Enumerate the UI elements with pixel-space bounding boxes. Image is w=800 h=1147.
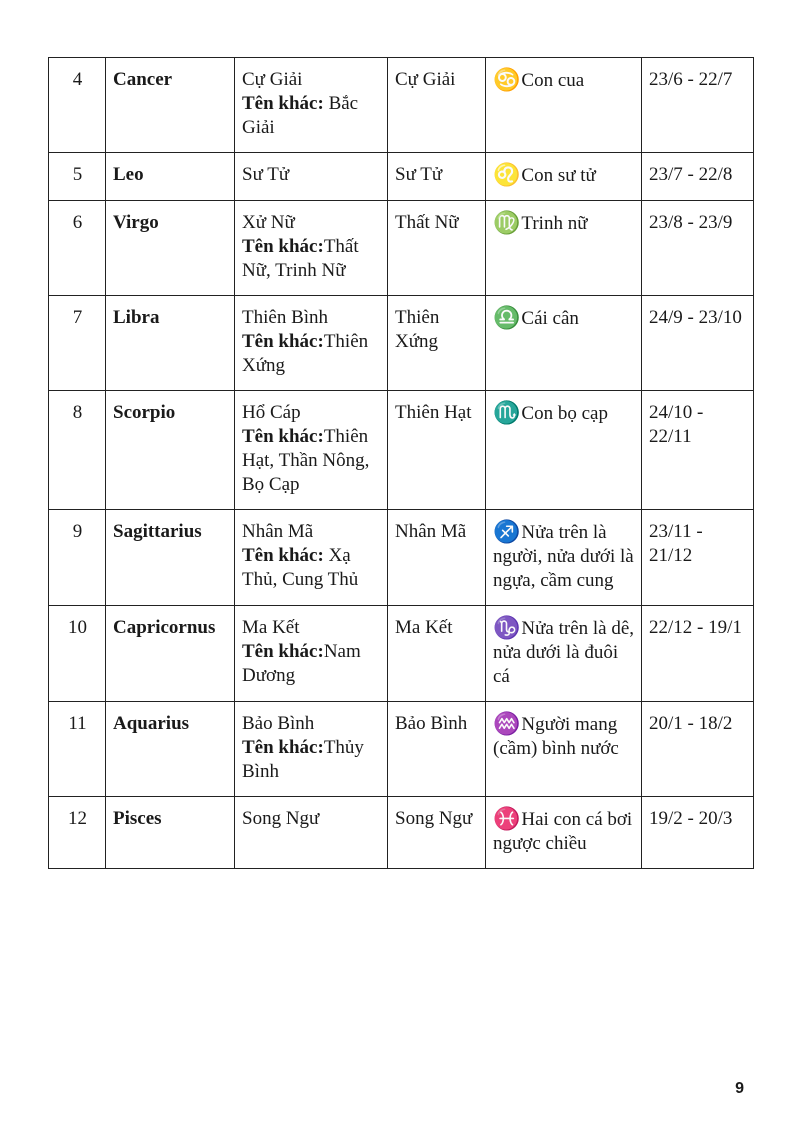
han-viet-text: Nhân Mã (395, 521, 467, 542)
symbol-meaning: Trinh nữ (521, 213, 588, 234)
han-viet-name (388, 702, 486, 797)
name-cell (235, 510, 388, 606)
symbol-meaning: Nửa trên là dê, nửa dưới là đuôi cá (493, 618, 635, 687)
latin-name (106, 201, 235, 296)
symbol-meaning-cell (486, 606, 642, 702)
date-range (642, 153, 754, 201)
vietnamese-name: Nhân Mã (242, 521, 314, 542)
name-cell (235, 58, 388, 153)
sign-number (49, 797, 106, 869)
date-range (642, 797, 754, 869)
latin-name-text: Libra (113, 307, 160, 328)
han-viet-name (388, 797, 486, 869)
latin-name-text: Pisces (113, 808, 162, 829)
date-range-text: 23/8 - 23/9 (649, 212, 733, 233)
sign-number-text: 4 (72, 69, 83, 90)
han-viet-text: Thiên Hạt (395, 402, 472, 423)
symbol-meaning: Con sư tử (521, 165, 596, 186)
date-range (642, 391, 754, 510)
han-viet-text: Thất Nữ (395, 212, 459, 233)
symbol-meaning: Hai con cá bơi ngược chiều (493, 809, 633, 854)
symbol-meaning-cell (486, 201, 642, 296)
vietnamese-name: Thiên Bình (242, 307, 329, 328)
vietnamese-name: Bảo Bình (242, 713, 315, 734)
symbol-meaning: Người mang (cầm) bình nước (493, 714, 619, 759)
sign-number-text: 8 (72, 402, 83, 423)
latin-name (106, 606, 235, 702)
han-viet-name (388, 510, 486, 606)
han-viet-text: Ma Kết (395, 617, 453, 638)
date-range (642, 606, 754, 702)
table-row (49, 296, 754, 391)
table-row (49, 153, 754, 201)
han-viet-name (388, 153, 486, 201)
name-cell (235, 702, 388, 797)
han-viet-text: Cự Giải (395, 69, 456, 90)
symbol-meaning-cell (486, 510, 642, 606)
alt-name-label: Tên khác: (242, 93, 324, 114)
date-range (642, 201, 754, 296)
alt-name-label: Tên khác: (242, 426, 324, 447)
zodiac-symbol-icon: ♌ (493, 162, 521, 187)
zodiac-table (48, 57, 754, 869)
date-range (642, 296, 754, 391)
vietnamese-name: Cự Giải (242, 69, 303, 90)
zodiac-symbol-icon: ♋ (493, 67, 521, 92)
symbol-meaning-cell (486, 153, 642, 201)
sign-number (49, 201, 106, 296)
table-row (49, 510, 754, 606)
date-range-text: 23/11 - 21/12 (649, 521, 703, 566)
han-viet-name (388, 606, 486, 702)
symbol-meaning: Nửa trên là người, nửa dưới là ngựa, cầm cung (493, 522, 634, 591)
han-viet-name (388, 391, 486, 510)
alt-name-label: Tên khác: (242, 641, 324, 662)
sign-number (49, 153, 106, 201)
latin-name (106, 702, 235, 797)
symbol-meaning-cell (486, 58, 642, 153)
latin-name-text: Scorpio (113, 402, 176, 423)
vietnamese-name: Sư Tử (242, 164, 290, 185)
zodiac-symbol-icon: ♎ (493, 305, 521, 330)
latin-name-text: Capricornus (113, 617, 216, 638)
date-range-text: 23/7 - 22/8 (649, 164, 733, 185)
table-row (49, 606, 754, 702)
alt-names: Thất Nữ, Trinh Nữ (242, 236, 359, 281)
zodiac-symbol-icon: ♏ (493, 400, 521, 425)
sign-number-text: 11 (68, 713, 87, 734)
date-range-text: 23/6 - 22/7 (649, 69, 733, 90)
sign-number (49, 58, 106, 153)
latin-name-text: Aquarius (113, 713, 190, 734)
han-viet-name (388, 58, 486, 153)
zodiac-symbol-icon: ♍ (493, 210, 521, 235)
vietnamese-name: Hổ Cáp (242, 402, 301, 423)
date-range-text: 24/9 - 23/10 (649, 307, 742, 328)
han-viet-name (388, 201, 486, 296)
han-viet-text: Song Ngư (395, 808, 473, 829)
vietnamese-name: Song Ngư (242, 808, 320, 829)
date-range-text: 22/12 - 19/1 (649, 617, 742, 638)
latin-name (106, 391, 235, 510)
name-cell (235, 296, 388, 391)
symbol-meaning-cell (486, 296, 642, 391)
alt-names: Thiên Hạt, Thần Nông, Bọ Cạp (242, 426, 370, 495)
sign-number-text: 9 (72, 521, 83, 542)
latin-name (106, 153, 235, 201)
vietnamese-name: Ma Kết (242, 617, 300, 638)
page-number: 9 (735, 1080, 744, 1097)
name-cell (235, 201, 388, 296)
latin-name-text: Cancer (113, 69, 173, 90)
date-range-text: 20/1 - 18/2 (649, 713, 733, 734)
date-range-text: 24/10 - 22/11 (649, 402, 704, 447)
date-range (642, 702, 754, 797)
sign-number-text: 5 (72, 164, 83, 185)
table-row (49, 702, 754, 797)
zodiac-symbol-icon: ♑ (493, 615, 521, 640)
zodiac-symbol-icon: ♐ (493, 519, 521, 544)
han-viet-text: Thiên Xứng (395, 307, 440, 352)
symbol-meaning-cell (486, 391, 642, 510)
latin-name (106, 797, 235, 869)
latin-name (106, 510, 235, 606)
sign-number (49, 510, 106, 606)
symbol-meaning: Con cua (521, 70, 585, 91)
han-viet-text: Bảo Bình (395, 713, 468, 734)
name-cell (235, 606, 388, 702)
symbol-meaning-cell (486, 702, 642, 797)
vietnamese-name: Xử Nữ (242, 212, 295, 233)
latin-name-text: Leo (113, 164, 144, 185)
table-row (49, 797, 754, 869)
han-viet-name (388, 296, 486, 391)
name-cell (235, 391, 388, 510)
table-row (49, 391, 754, 510)
alt-name-label: Tên khác: (242, 545, 324, 566)
sign-number (49, 702, 106, 797)
latin-name (106, 58, 235, 153)
symbol-meaning: Con bọ cạp (521, 403, 608, 424)
date-range (642, 58, 754, 153)
latin-name-text: Sagittarius (113, 521, 202, 542)
symbol-meaning: Cái cân (521, 308, 579, 329)
zodiac-symbol-icon: ♓ (493, 806, 521, 831)
zodiac-symbol-icon: ♒ (493, 711, 521, 736)
sign-number-text: 10 (68, 617, 87, 638)
sign-number (49, 606, 106, 702)
symbol-meaning-cell (486, 797, 642, 869)
sign-number-text: 12 (68, 808, 87, 829)
alt-names: Nam Dương (242, 641, 361, 686)
alt-name-label: Tên khác: (242, 331, 324, 352)
latin-name-text: Virgo (113, 212, 159, 233)
alt-name-label: Tên khác: (242, 236, 324, 257)
name-cell (235, 797, 388, 869)
sign-number-text: 6 (72, 212, 83, 233)
latin-name (106, 296, 235, 391)
sign-number-text: 7 (72, 307, 83, 328)
alt-name-label: Tên khác: (242, 737, 324, 758)
table-row (49, 201, 754, 296)
han-viet-text: Sư Tử (395, 164, 443, 185)
zodiac-table-body (49, 58, 754, 869)
sign-number (49, 296, 106, 391)
alt-names: Thủy Bình (242, 737, 364, 782)
date-range (642, 510, 754, 606)
name-cell (235, 153, 388, 201)
sign-number (49, 391, 106, 510)
alt-names: Bắc Giải (242, 93, 359, 138)
date-range-text: 19/2 - 20/3 (649, 808, 733, 829)
table-row (49, 58, 754, 153)
alt-names: Thiên Xứng (242, 331, 369, 376)
alt-names: Xạ Thủ, Cung Thủ (242, 545, 359, 590)
